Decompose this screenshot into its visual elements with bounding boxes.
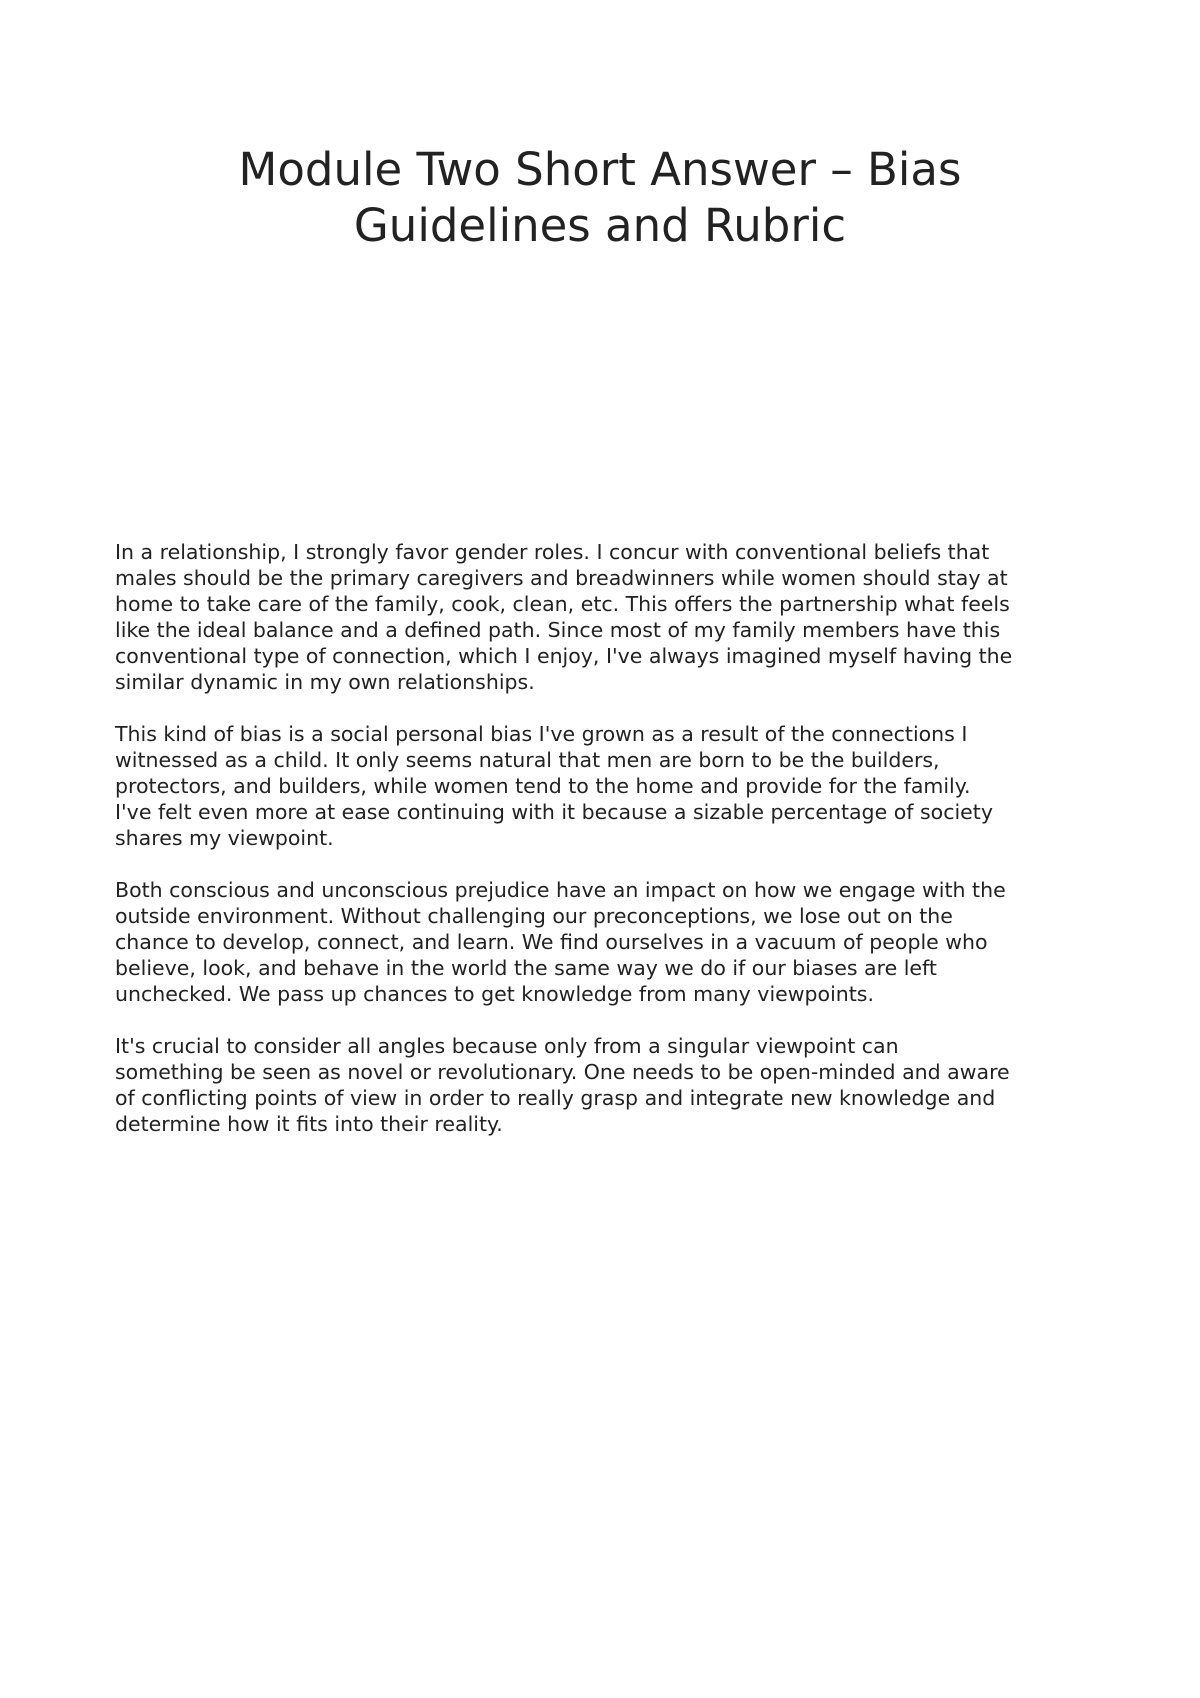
document-title-line-2: Guidelines and Rubric (353, 199, 847, 252)
paragraph-4: It's crucial to consider all angles because only from a singular viewpoint can something be seen as novel or revolutionary. One needs to be open-minded and aware of conflicting points of view in order to really grasp and integrate new knowledge and determine how it fits into their reality. (115, 1034, 1010, 1136)
paragraph-1: In a relationship, I strongly favor gender roles. I concur with conventional beliefs that males should be the primary caregivers and breadwinners while women should stay at home to take care of the family, cook, clean, etc. This offers the partnership what feels like the ideal balance and a defined path. Since most of my family members have this conventional type of connection, which I enjoy, I've always imagined myself having the similar dynamic in my own relationships. (115, 540, 1013, 694)
paragraph-2: This kind of bias is a social personal bias I've grown as a result of the connections I witnessed as a child. It only seems natural that men are born to be the builders, protectors, and builders, while women tend to the home and provide for the family. I've felt even more at ease continuing with it because a sizable percentage of society shares my viewpoint. (115, 722, 993, 850)
document-body (115, 539, 1105, 1163)
paragraph-3: Both conscious and unconscious prejudice have an impact on how we engage with the outside environment. Without challenging our preconceptions, we lose out on the chance to develop, connect, and learn. We find ourselves in a vacuum of people who believe, look, and behave in the world the same way we do if our biases are left unchecked. We pass up chances to get knowledge from many viewpoints. (115, 878, 1006, 1006)
document-title-line-1: Module Two Short Answer – Bias (238, 143, 962, 196)
document-title (0, 142, 1200, 254)
